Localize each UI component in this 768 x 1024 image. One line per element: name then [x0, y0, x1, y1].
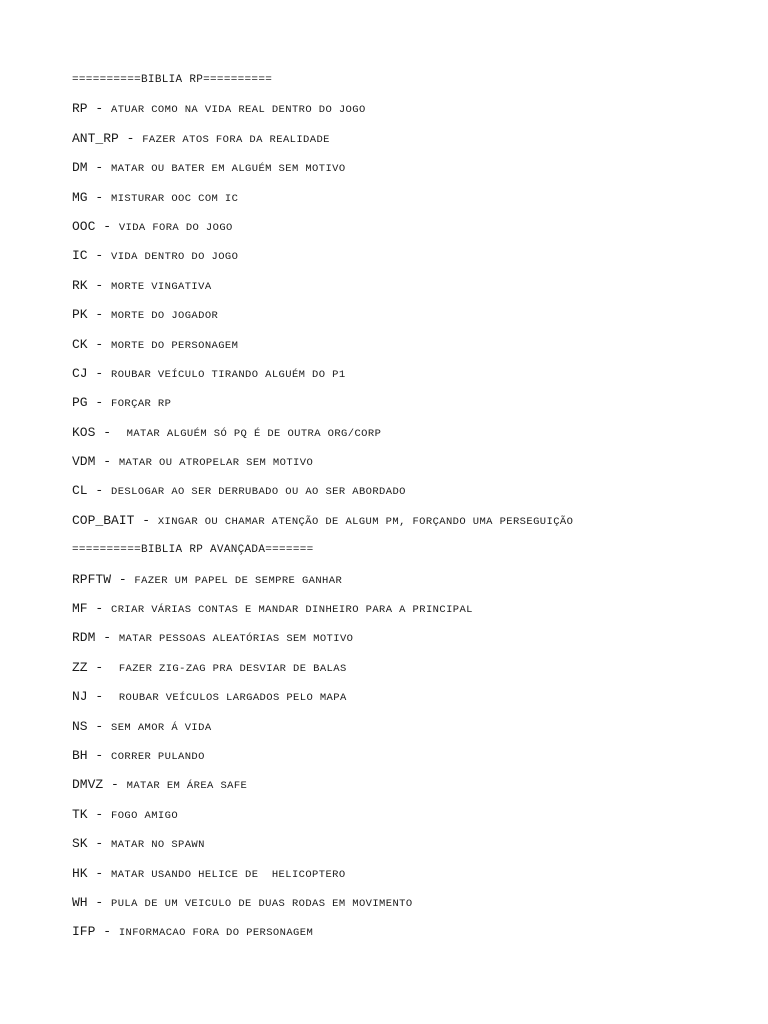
entry-description: ROUBAR VEÍCULO TIRANDO ALGUÉM DO P1 — [111, 368, 346, 381]
glossary-entry — [72, 570, 752, 599]
glossary-entry — [72, 775, 752, 804]
entry-term: CK — [72, 336, 88, 352]
entry-term: COP_BAIT — [72, 512, 135, 528]
entry-separator: - — [95, 630, 119, 646]
entry-separator: - — [87, 307, 112, 323]
entry-description: MATAR USANDO HELICE DE HELICOPTERO — [111, 868, 346, 881]
entry-description: CRIAR VÁRIAS CONTAS E MANDAR DINHEIRO PARA A PRINCIPAL — [111, 604, 473, 617]
entry-description: MISTURAR OOC COM IC — [111, 192, 239, 205]
entry-term: MG — [72, 189, 88, 205]
glossary-entry — [72, 423, 752, 452]
glossary-entry — [72, 305, 752, 334]
entry-separator: - — [87, 248, 112, 264]
entry-description: FORÇAR RP — [111, 398, 172, 411]
entry-separator: - — [118, 130, 143, 146]
heading-advanced: ==========BIBLIA RP AVANÇADA======= — [72, 544, 314, 557]
entry-separator: - — [87, 865, 112, 881]
glossary-entry — [72, 746, 752, 775]
entry-term: OOC — [72, 218, 96, 234]
glossary-entry — [72, 217, 752, 246]
entry-description: CORRER PULANDO — [111, 750, 205, 763]
entry-term: ANT_RP — [72, 130, 119, 146]
entry-term: IFP — [72, 924, 96, 940]
entry-separator: - — [87, 483, 112, 499]
entry-separator: - — [87, 395, 112, 411]
entry-separator: - — [95, 924, 119, 940]
entry-term: HK — [72, 865, 88, 881]
entry-description: MORTE DO PERSONAGEM — [111, 339, 239, 352]
entry-term: RDM — [72, 630, 96, 646]
glossary-entry — [72, 687, 752, 716]
entry-description: ATUAR COMO NA VIDA REAL DENTRO DO JOGO — [111, 104, 366, 117]
glossary-entry — [72, 393, 752, 422]
entry-description: INFORMACAO FORA DO PERSONAGEM — [118, 927, 314, 940]
glossary-entry — [72, 628, 752, 657]
entry-separator: - — [87, 277, 112, 293]
entry-term: WH — [72, 894, 88, 910]
entry-term: RP — [72, 101, 88, 117]
entry-term: MF — [72, 601, 88, 617]
entry-separator: - — [87, 365, 112, 381]
glossary-entry — [72, 922, 752, 951]
entry-description: MATAR OU ATROPELAR SEM MOTIVO — [118, 457, 314, 470]
glossary-entry — [72, 99, 752, 128]
entry-description: FAZER ATOS FORA DA REALIDADE — [142, 133, 330, 146]
glossary-entry — [72, 511, 752, 540]
glossary-entry — [72, 364, 752, 393]
entry-separator: - — [95, 424, 127, 440]
entry-term: BH — [72, 747, 88, 763]
glossary-entry — [72, 599, 752, 628]
heading-basic: ==========BIBLIA RP========== — [72, 74, 273, 86]
entry-term: NS — [72, 718, 88, 734]
glossary-entry — [72, 864, 752, 893]
entry-term: TK — [72, 806, 88, 822]
entry-separator: - — [87, 659, 119, 675]
entry-description: FAZER UM PAPEL DE SEMPRE GANHAR — [134, 574, 343, 587]
glossary-entry — [72, 834, 752, 863]
entry-description: FAZER ZIG-ZAG PRA DESVIAR DE BALAS — [118, 662, 347, 675]
entry-term: CL — [72, 483, 88, 499]
entry-description: VIDA DENTRO DO JOGO — [111, 251, 239, 264]
glossary-entry — [72, 717, 752, 746]
glossary-entry — [72, 335, 752, 364]
entry-term: IC — [72, 248, 88, 264]
entry-separator: - — [87, 336, 112, 352]
entry-separator: - — [111, 571, 135, 587]
entry-term: VDM — [72, 454, 96, 470]
entry-description: SEM AMOR Á VIDA — [111, 721, 212, 734]
entry-separator: - — [103, 777, 127, 793]
glossary-entry — [72, 805, 752, 834]
entry-separator: - — [87, 718, 112, 734]
entry-description: DESLOGAR AO SER DERRUBADO OU AO SER ABORDADO — [111, 486, 406, 499]
entry-separator: - — [87, 189, 112, 205]
glossary-entry — [72, 188, 752, 217]
entry-description: MATAR EM ÁREA SAFE — [126, 780, 248, 793]
entry-separator: - — [87, 894, 112, 910]
entry-term: DM — [72, 160, 88, 176]
entry-separator: - — [87, 806, 112, 822]
entry-term: RPFTW — [72, 571, 112, 587]
entry-description: ROUBAR VEÍCULOS LARGADOS PELO MAPA — [118, 692, 347, 705]
entry-description: MATAR ALGUÉM SÓ PQ É DE OUTRA ORG/CORP — [126, 427, 382, 440]
entry-separator: - — [95, 454, 119, 470]
glossary-entry — [72, 246, 752, 275]
entry-term: DMVZ — [72, 777, 104, 793]
entry-separator: - — [87, 101, 112, 117]
glossary-entry — [72, 893, 752, 922]
entry-term: CJ — [72, 365, 88, 381]
glossary-entry — [72, 276, 752, 305]
entry-term: PK — [72, 307, 88, 323]
entry-separator: - — [87, 689, 119, 705]
entry-description: XINGAR OU CHAMAR ATENÇÃO DE ALGUM PM, FORÇANDO UMA PERSEGUIÇÃO — [157, 515, 574, 528]
glossary-entry — [72, 158, 752, 187]
entry-separator: - — [95, 218, 119, 234]
entry-separator: - — [87, 601, 112, 617]
entry-separator: - — [87, 747, 112, 763]
entry-term: RK — [72, 277, 88, 293]
entry-description: MORTE DO JOGADOR — [111, 310, 219, 323]
entry-separator: - — [87, 160, 112, 176]
entry-description: MATAR OU BATER EM ALGUÉM SEM MOTIVO — [111, 163, 346, 176]
glossary-entry — [72, 129, 752, 158]
glossary-entry — [72, 481, 752, 510]
entry-term: ZZ — [72, 659, 88, 675]
entry-term: KOS — [72, 424, 96, 440]
entry-separator: - — [134, 512, 158, 528]
entry-separator: - — [87, 836, 112, 852]
entry-description: MATAR PESSOAS ALEATÓRIAS SEM MOTIVO — [118, 633, 354, 646]
entry-term: NJ — [72, 689, 88, 705]
entry-description: PULA DE UM VEICULO DE DUAS RODAS EM MOVIMENTO — [111, 897, 413, 910]
glossary-entry — [72, 452, 752, 481]
entry-description: MORTE VINGATIVA — [111, 280, 212, 293]
entry-description: MATAR NO SPAWN — [111, 839, 205, 852]
entry-description: FOGO AMIGO — [111, 809, 179, 822]
entry-description: VIDA FORA DO JOGO — [118, 221, 233, 234]
entry-term: PG — [72, 395, 88, 411]
entry-term: SK — [72, 836, 88, 852]
glossary-list — [72, 70, 752, 952]
glossary-entry — [72, 658, 752, 687]
